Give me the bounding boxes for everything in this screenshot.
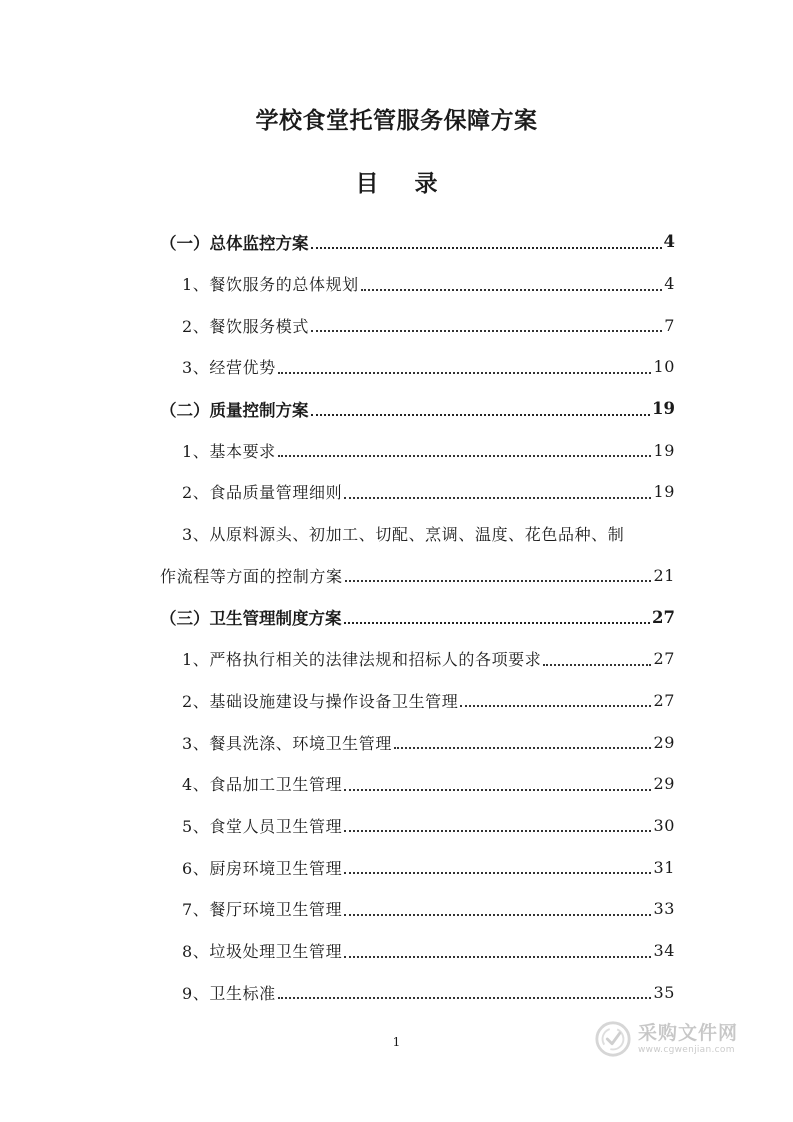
toc-page-number: 27 [653,690,675,710]
toc-item-food-processing-hygiene[interactable] [160,763,675,805]
toc-page-number: 29 [653,774,675,794]
toc-page-number: 29 [653,732,675,752]
dot-leader [344,872,651,874]
toc-page-number: 33 [653,899,675,919]
toc-page-number: 19 [652,399,675,419]
toc-item-hygiene-standards[interactable] [160,971,675,1013]
toc-page-number: 10 [653,357,675,377]
watermark-url: www.cgwenjian.com [638,1044,735,1055]
toc-label: 2、基础设施建设与操作设备卫生管理 [182,691,459,711]
toc-section-quality-control[interactable] [160,388,675,430]
toc-page-number: 27 [652,607,675,627]
toc-page-number: 4 [663,232,675,252]
toc-label: 3、经营优势 [182,358,276,378]
toc-item-kitchen-hygiene[interactable] [160,846,675,888]
dot-leader [344,956,651,958]
dot-leader [344,622,651,624]
toc-label: 9、卫生标准 [182,983,276,1003]
watermark [594,1020,738,1058]
table-of-contents [160,221,675,1013]
toc-label: （一）总体监控方案 [160,233,309,253]
toc-label: 6、厨房环境卫生管理 [182,858,343,878]
toc-page-number: 35 [653,982,675,1002]
dot-leader [394,747,651,749]
dot-leader [543,664,651,666]
toc-page-number: 21 [653,565,675,585]
dot-leader [344,789,651,791]
toc-page-number: 4 [664,274,675,294]
toc-label: （三）卫生管理制度方案 [160,609,342,629]
toc-item-tableware-hygiene[interactable] [160,721,675,763]
document-title: 学校食堂托管服务保障方案 [255,107,538,134]
dot-leader [344,914,651,916]
toc-page-number: 19 [653,440,675,460]
cgwenjian-logo-icon [594,1020,632,1058]
dot-leader [311,330,662,332]
dot-leader [344,830,651,832]
toc-heading: 目 录 [355,170,452,197]
toc-item-waste-hygiene[interactable] [160,930,675,972]
toc-item-food-quality-rules[interactable] [160,471,675,513]
toc-label: 7、餐厅环境卫生管理 [182,900,343,920]
toc-page-number: 27 [653,649,675,669]
toc-label: 2、食品质量管理细则 [182,483,343,503]
dot-leader [311,414,651,416]
toc-item-laws-compliance[interactable] [160,638,675,680]
toc-label: 2、餐饮服务模式 [182,316,309,336]
toc-label: 8、垃圾处理卫生管理 [182,942,343,962]
toc-item-service-mode[interactable] [160,304,675,346]
toc-page-number: 19 [653,482,675,502]
toc-label-continued: 作流程等方面的控制方案 [160,566,343,586]
toc-item-advantages[interactable] [160,346,675,388]
toc-label: 3、从原料源头、初加工、切配、烹调、温度、花色品种、制 [182,525,625,545]
dot-leader [278,455,652,457]
toc-label: 1、严格执行相关的法律法规和招标人的各项要求 [182,650,542,670]
toc-page-number: 7 [664,315,675,335]
page-footer-number: 1 [392,1035,401,1049]
toc-label: 5、食堂人员卫生管理 [182,816,343,836]
toc-item-staff-hygiene[interactable] [160,805,675,847]
toc-label: 3、餐具洗涤、环境卫生管理 [182,733,392,753]
dot-leader [344,497,651,499]
toc-item-facilities-hygiene[interactable] [160,680,675,722]
toc-section-overall-monitoring[interactable] [160,221,675,263]
toc-label: 1、餐饮服务的总体规划 [182,275,359,295]
toc-label: （二）质量控制方案 [160,400,309,420]
toc-item-process-control[interactable] [160,513,675,596]
toc-item-basic-requirements[interactable] [160,429,675,471]
watermark-name: 采购文件网 [638,1021,739,1044]
dot-leader [345,580,652,582]
dot-leader [361,289,662,291]
toc-page-number: 30 [653,815,675,835]
toc-page-number: 34 [653,941,675,961]
dot-leader [460,705,651,707]
dot-leader [278,372,652,374]
toc-section-hygiene-management[interactable] [160,596,675,638]
toc-item-dining-hall-hygiene[interactable] [160,888,675,930]
toc-page-number: 31 [653,857,675,877]
dot-leader [278,997,652,999]
dot-leader [311,247,662,249]
toc-label: 1、基本要求 [182,441,276,461]
toc-label: 4、食品加工卫生管理 [182,775,343,795]
toc-item-overall-planning[interactable] [160,263,675,305]
